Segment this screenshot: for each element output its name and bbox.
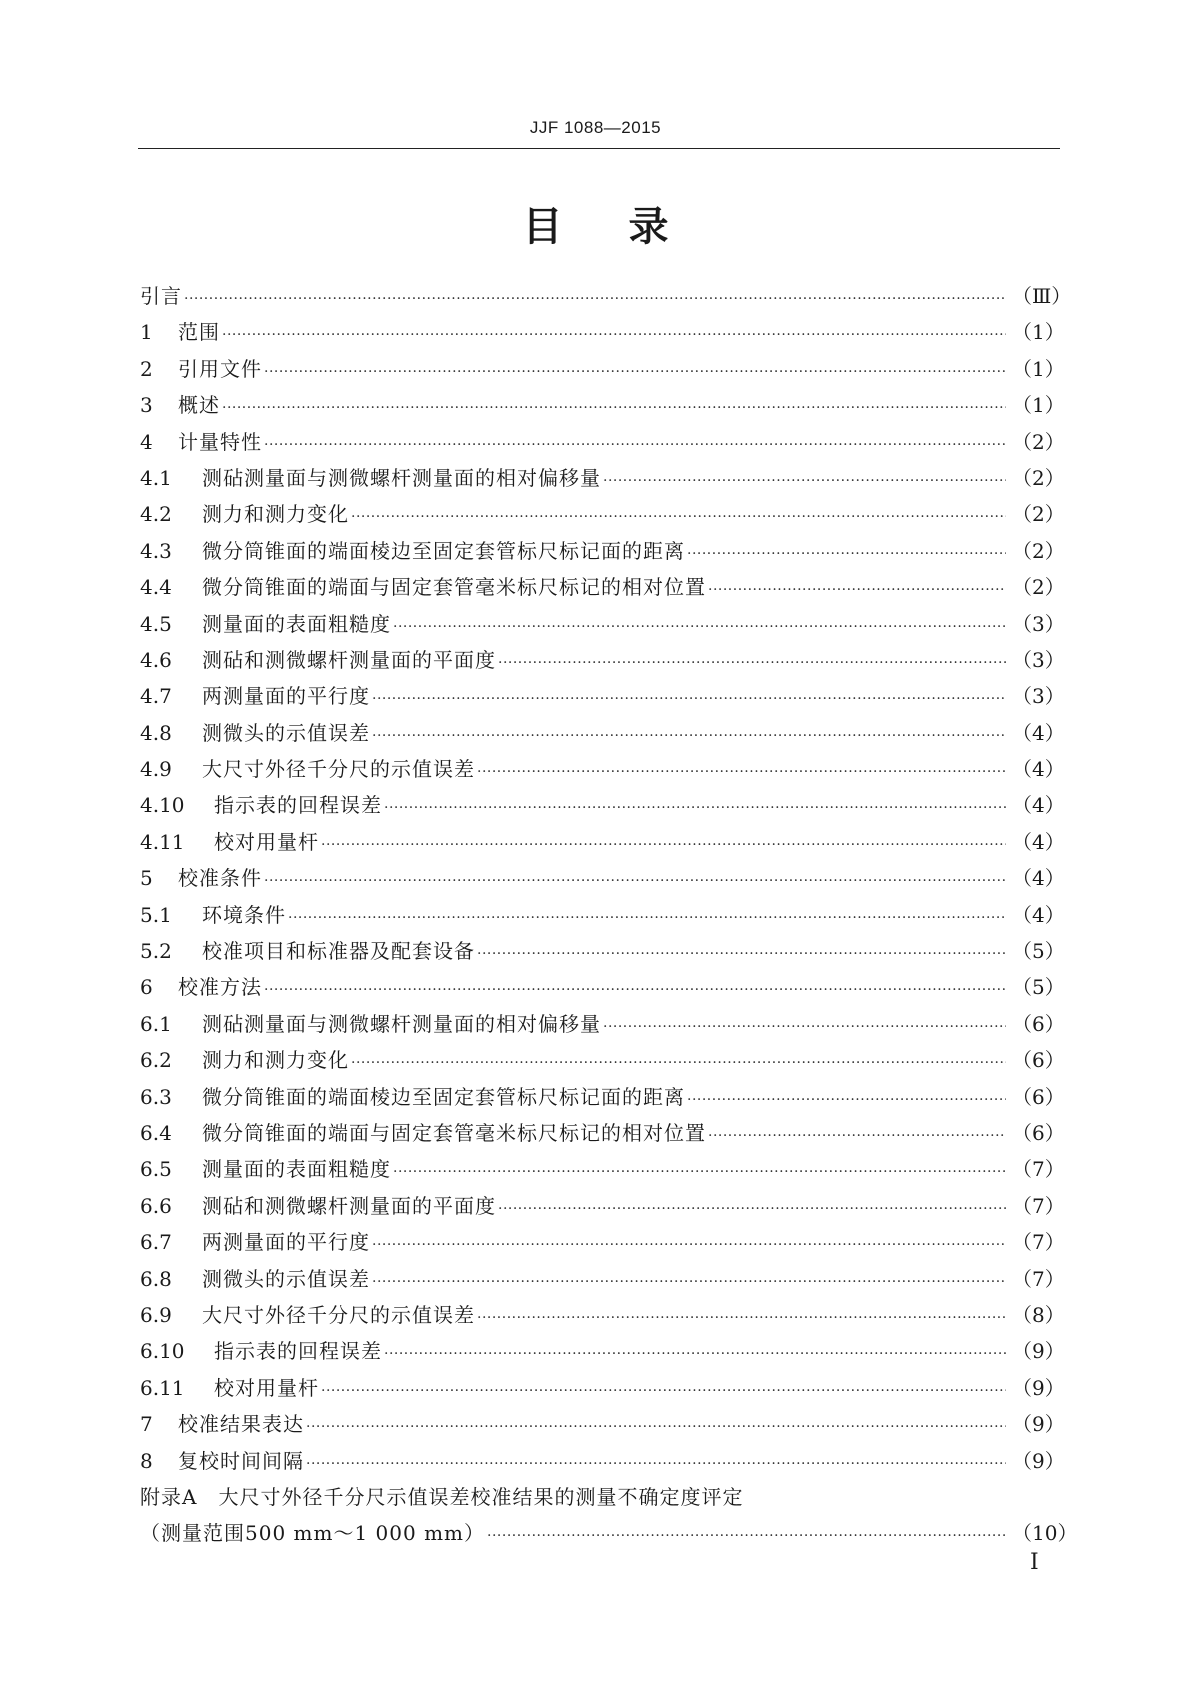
toc-entry[interactable] bbox=[140, 860, 1065, 896]
toc-leader-dots bbox=[184, 281, 1006, 317]
toc-page-number: （6） bbox=[1012, 1048, 1065, 1073]
toc-page-number: （6） bbox=[1012, 1120, 1065, 1145]
toc-entry-number: 6.1 bbox=[140, 1011, 172, 1036]
toc-entry-label: 校对用量杆 bbox=[214, 829, 319, 854]
toc-entry[interactable] bbox=[140, 1188, 1065, 1224]
toc-entry-number: 4.11 bbox=[140, 829, 185, 854]
toc-entry-label: 微分筒锥面的端面棱边至固定套管标尺标记面的距离 bbox=[202, 1084, 685, 1109]
toc-leader-dots bbox=[393, 609, 1006, 645]
toc-entry-number: 4 bbox=[140, 429, 153, 454]
toc-entry-number: 4.5 bbox=[140, 611, 172, 636]
page-number-footer: Ⅰ bbox=[1030, 1550, 1039, 1575]
toc-page-number: （5） bbox=[1012, 975, 1065, 1000]
toc-page-number: （4） bbox=[1012, 829, 1065, 854]
toc-page-number: （4） bbox=[1012, 902, 1065, 927]
toc-page-number: （4） bbox=[1012, 866, 1065, 891]
toc-entry-label: 微分筒锥面的端面棱边至固定套管标尺标记面的距离 bbox=[202, 538, 685, 563]
toc-entry[interactable] bbox=[140, 387, 1065, 423]
toc-entry-number: 4.8 bbox=[140, 720, 172, 745]
toc-entry-number: 6 bbox=[140, 975, 153, 1000]
toc-leader-dots bbox=[687, 1082, 1006, 1118]
toc-entry[interactable] bbox=[140, 1261, 1065, 1297]
toc-entry-label: 大尺寸外径千分尺的示值误差 bbox=[202, 1302, 475, 1327]
toc-entry[interactable] bbox=[140, 1406, 1065, 1442]
toc-entry-label: 测砧和测微螺杆测量面的平面度 bbox=[202, 1193, 496, 1218]
toc-page-number: （3） bbox=[1012, 611, 1065, 636]
toc-leader-dots bbox=[477, 1300, 1006, 1336]
toc-entry-number: 4.6 bbox=[140, 647, 172, 672]
toc-entry[interactable] bbox=[140, 969, 1065, 1005]
toc-entry[interactable] bbox=[140, 1042, 1065, 1078]
toc-page-number: （6） bbox=[1012, 1011, 1065, 1036]
toc-entry-label: 测砧和测微螺杆测量面的平面度 bbox=[202, 647, 496, 672]
document-header-standard-code: JJF 1088—2015 bbox=[529, 118, 662, 137]
toc-leader-dots bbox=[372, 1227, 1006, 1263]
toc-entry[interactable] bbox=[140, 1333, 1065, 1369]
toc-page-number: （6） bbox=[1012, 1084, 1065, 1109]
toc-entry[interactable] bbox=[140, 606, 1065, 642]
toc-leader-dots bbox=[222, 317, 1006, 353]
toc-leader-dots bbox=[687, 536, 1006, 572]
toc-entry[interactable] bbox=[140, 1151, 1065, 1187]
toc-entry-label: 概述 bbox=[178, 393, 220, 418]
toc-leader-dots bbox=[372, 718, 1006, 754]
toc-entry[interactable] bbox=[140, 351, 1065, 387]
toc-entry[interactable] bbox=[140, 496, 1065, 532]
toc-leader-dots bbox=[477, 754, 1006, 790]
toc-entry-number: 4.9 bbox=[140, 757, 172, 782]
toc-entry-label: 测量面的表面粗糙度 bbox=[202, 1157, 391, 1182]
toc-leader-dots bbox=[372, 681, 1006, 717]
toc-page-number: （1） bbox=[1012, 320, 1065, 345]
toc-entry-number: 4.4 bbox=[140, 575, 172, 600]
toc-leader-dots bbox=[306, 1409, 1006, 1445]
toc-leader-dots bbox=[708, 1118, 1006, 1154]
toc-entry-label: 复校时间间隔 bbox=[178, 1448, 304, 1473]
toc-page-number: （9） bbox=[1012, 1339, 1065, 1364]
toc-appendix-title[interactable]: 附录A 大尺寸外径千分尺示值误差校准结果的测量不确定度评定 bbox=[140, 1484, 744, 1509]
toc-page-number: （2） bbox=[1012, 502, 1065, 527]
toc-entry-number: 2 bbox=[140, 356, 153, 381]
toc-entry[interactable] bbox=[140, 678, 1065, 714]
toc-entry-number: 4.10 bbox=[140, 793, 185, 818]
toc-entry-label: 测力和测力变化 bbox=[202, 1048, 349, 1073]
toc-page-number: （2） bbox=[1012, 575, 1065, 600]
page-title: 目录 bbox=[522, 204, 735, 250]
toc-page-number: （3） bbox=[1012, 647, 1065, 672]
toc-page-number: （4） bbox=[1012, 793, 1065, 818]
toc-entry-number: 5.2 bbox=[140, 939, 172, 964]
toc-entry-number: 6.10 bbox=[140, 1339, 185, 1364]
toc-entry-number: 8 bbox=[140, 1448, 153, 1473]
toc-leader-dots bbox=[393, 1154, 1006, 1190]
toc-entry-label: 测砧测量面与测微螺杆测量面的相对偏移量 bbox=[202, 465, 601, 490]
toc-entry[interactable] bbox=[140, 533, 1065, 569]
toc-leader-dots bbox=[306, 1446, 1006, 1482]
toc-entry-label: 指示表的回程误差 bbox=[214, 793, 382, 818]
toc-entry[interactable] bbox=[140, 1006, 1065, 1042]
toc-page-number: （10） bbox=[1012, 1521, 1078, 1546]
toc-entry[interactable] bbox=[140, 1224, 1065, 1260]
toc-entry[interactable] bbox=[140, 278, 1072, 314]
toc-leader-dots bbox=[264, 972, 1006, 1008]
toc-leader-dots bbox=[321, 1373, 1006, 1409]
table-of-contents bbox=[140, 278, 1078, 1552]
toc-entry[interactable] bbox=[140, 1297, 1065, 1333]
toc-entry-number: 4.7 bbox=[140, 684, 172, 709]
toc-leader-dots bbox=[603, 1009, 1006, 1045]
toc-entry[interactable] bbox=[140, 1443, 1065, 1479]
header-rule bbox=[138, 148, 1060, 149]
toc-page-number: （7） bbox=[1012, 1193, 1065, 1218]
toc-entry-number: 6.5 bbox=[140, 1157, 172, 1182]
toc-entry[interactable] bbox=[140, 897, 1065, 933]
toc-page-number: （9） bbox=[1012, 1375, 1065, 1400]
toc-entry-label: 引言 bbox=[140, 284, 182, 308]
toc-entry[interactable] bbox=[140, 715, 1065, 751]
toc-entry-label: 微分筒锥面的端面与固定套管毫米标尺标记的相对位置 bbox=[202, 1120, 706, 1145]
toc-entry-label: 校准条件 bbox=[178, 866, 262, 891]
toc-entry-label: 微分筒锥面的端面与固定套管毫米标尺标记的相对位置 bbox=[202, 575, 706, 600]
toc-page-number: （7） bbox=[1012, 1157, 1065, 1182]
toc-page-number: （7） bbox=[1012, 1266, 1065, 1291]
toc-entry-number: 4.3 bbox=[140, 538, 172, 563]
toc-entry-label: 两测量面的平行度 bbox=[202, 1230, 370, 1255]
toc-page-number: （4） bbox=[1012, 720, 1065, 745]
toc-page-number: （2） bbox=[1012, 429, 1065, 454]
toc-entry[interactable] bbox=[140, 1079, 1065, 1115]
toc-appendix-range-label: （测量范围500 mm～1 000 mm） bbox=[140, 1521, 486, 1546]
toc-page-number: （3） bbox=[1012, 684, 1065, 709]
toc-entry[interactable] bbox=[140, 460, 1065, 496]
toc-leader-dots bbox=[264, 354, 1006, 390]
toc-leader-dots bbox=[384, 1336, 1006, 1372]
toc-leader-dots bbox=[351, 499, 1006, 535]
toc-entry[interactable] bbox=[140, 642, 1065, 678]
toc-entry-label: 测力和测力变化 bbox=[202, 502, 349, 527]
toc-entry-label: 范围 bbox=[178, 320, 220, 345]
toc-entry[interactable] bbox=[140, 751, 1065, 787]
toc-page-number: （2） bbox=[1012, 538, 1065, 563]
toc-entry-label: 测微头的示值误差 bbox=[202, 720, 370, 745]
toc-entry-number: 6.11 bbox=[140, 1375, 185, 1400]
toc-entry-label: 指示表的回程误差 bbox=[214, 1339, 382, 1364]
toc-entry-number: 6.4 bbox=[140, 1120, 172, 1145]
toc-page-number: （7） bbox=[1012, 1230, 1065, 1255]
toc-page-number: （5） bbox=[1012, 939, 1065, 964]
toc-entry[interactable] bbox=[140, 1115, 1065, 1151]
toc-entry[interactable] bbox=[140, 424, 1065, 460]
toc-leader-dots bbox=[321, 827, 1006, 863]
toc-leader-dots bbox=[708, 572, 1006, 608]
toc-entry-label: 引用文件 bbox=[178, 356, 262, 381]
toc-entry-label: 校准项目和标准器及配套设备 bbox=[202, 939, 475, 964]
toc-entry-number: 6.8 bbox=[140, 1266, 172, 1291]
toc-page-number: （1） bbox=[1012, 393, 1065, 418]
toc-leader-dots bbox=[264, 427, 1006, 463]
toc-leader-dots bbox=[487, 1518, 1006, 1554]
toc-entry-number: 6.3 bbox=[140, 1084, 172, 1109]
toc-leader-dots bbox=[264, 863, 1006, 899]
toc-entry-number: 4.2 bbox=[140, 502, 172, 527]
toc-leader-dots bbox=[351, 1045, 1006, 1081]
toc-entry-label: 测微头的示值误差 bbox=[202, 1266, 370, 1291]
toc-entry[interactable] bbox=[140, 824, 1065, 860]
toc-page-number: （1） bbox=[1012, 356, 1065, 381]
toc-page-number: （8） bbox=[1012, 1302, 1065, 1327]
toc-entry-number: 6.6 bbox=[140, 1193, 172, 1218]
toc-leader-dots bbox=[603, 463, 1006, 499]
toc-entry-number: 4.1 bbox=[140, 465, 172, 490]
toc-entry[interactable] bbox=[140, 569, 1065, 605]
toc-entry-label: 校准结果表达 bbox=[178, 1412, 304, 1437]
toc-leader-dots bbox=[477, 936, 1006, 972]
toc-entry[interactable] bbox=[140, 1370, 1065, 1406]
toc-entry-label: 测砧测量面与测微螺杆测量面的相对偏移量 bbox=[202, 1011, 601, 1036]
toc-entry-label: 两测量面的平行度 bbox=[202, 684, 370, 709]
toc-entry-number: 7 bbox=[140, 1412, 153, 1437]
toc-entry-number: 3 bbox=[140, 393, 153, 418]
toc-entry-number: 6.2 bbox=[140, 1048, 172, 1073]
toc-entry-number: 5 bbox=[140, 866, 153, 891]
toc-page-number: （4） bbox=[1012, 757, 1065, 782]
toc-entry-label: 测量面的表面粗糙度 bbox=[202, 611, 391, 636]
toc-leader-dots bbox=[498, 1191, 1006, 1227]
toc-entry[interactable] bbox=[140, 933, 1065, 969]
toc-entry-label: 大尺寸外径千分尺的示值误差 bbox=[202, 757, 475, 782]
toc-entry-label: 校准方法 bbox=[178, 975, 262, 1000]
toc-entry-label: 计量特性 bbox=[178, 429, 262, 454]
toc-page-number: （9） bbox=[1012, 1448, 1065, 1473]
toc-entry[interactable] bbox=[140, 787, 1065, 823]
toc-entry-label: 环境条件 bbox=[202, 902, 286, 927]
toc-appendix-range-row[interactable] bbox=[140, 1515, 1078, 1551]
toc-leader-dots bbox=[288, 900, 1006, 936]
toc-entry-number: 5.1 bbox=[140, 902, 172, 927]
toc-leader-dots bbox=[498, 645, 1006, 681]
toc-leader-dots bbox=[222, 390, 1006, 426]
toc-leader-dots bbox=[384, 790, 1006, 826]
toc-leader-dots bbox=[372, 1264, 1006, 1300]
toc-entry-number: 1 bbox=[140, 320, 153, 345]
toc-entry-number: 6.9 bbox=[140, 1302, 172, 1327]
toc-page-number: （2） bbox=[1012, 465, 1065, 490]
toc-page-number: （9） bbox=[1012, 1412, 1065, 1437]
toc-page-number: （Ⅲ） bbox=[1012, 284, 1072, 308]
toc-entry-number: 6.7 bbox=[140, 1230, 172, 1255]
toc-entry[interactable] bbox=[140, 314, 1065, 350]
toc-entry-label: 校对用量杆 bbox=[214, 1375, 319, 1400]
